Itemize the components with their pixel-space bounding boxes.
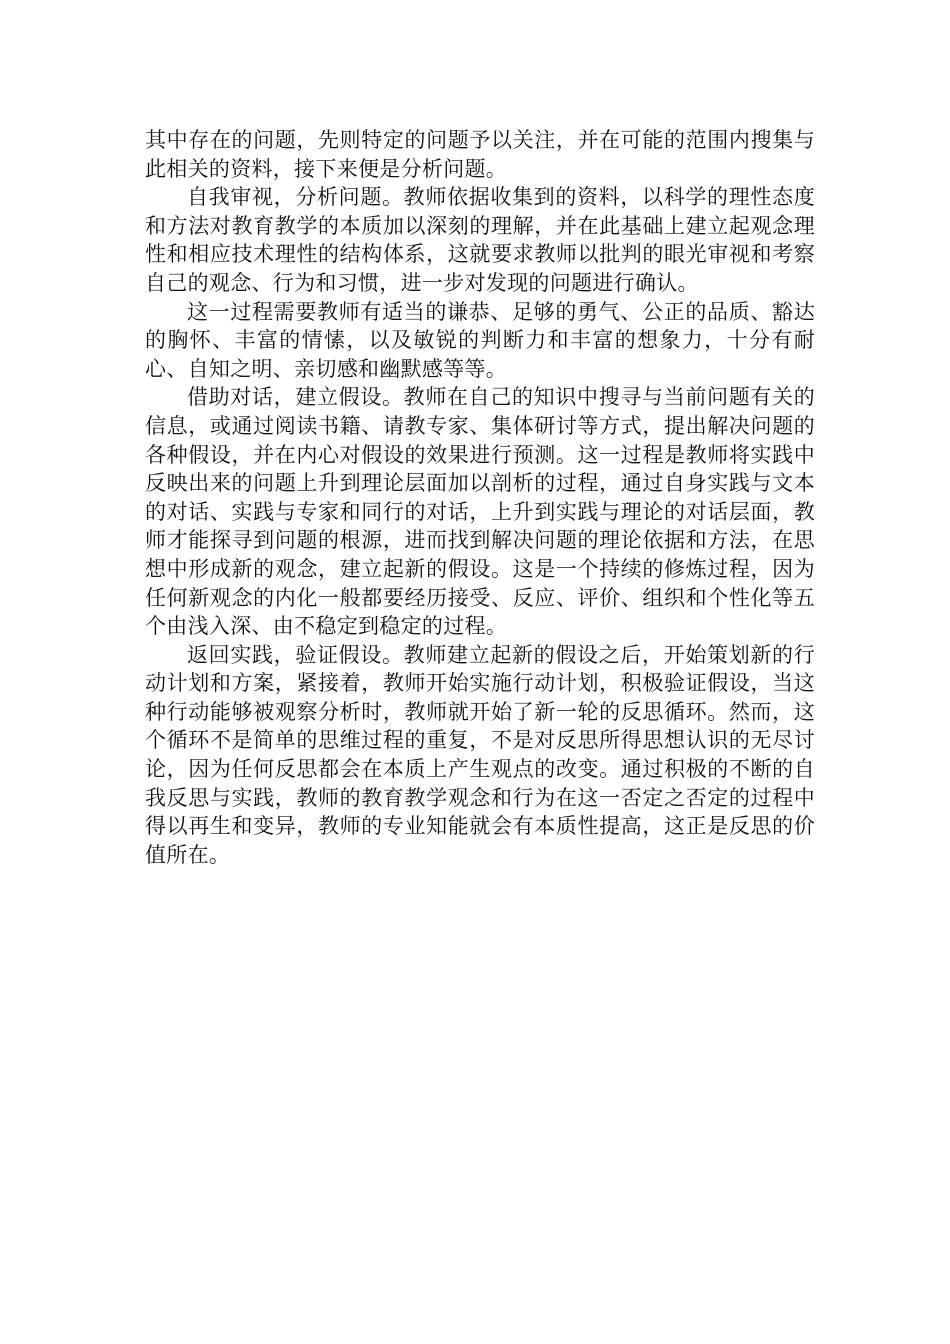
paragraph-continued: 其中存在的问题，先则特定的问题予以关注，并在可能的范围内搜集与此相关的资料，接下来便是分析问题。 bbox=[145, 128, 815, 181]
paragraph-self-examination: 自我审视，分析问题。教师依据收集到的资料，以科学的理性态度和方法对教育教学的本质加以深刻的理解，并在此基础上建立起观念理性和相应技术理性的结构体系，这就要求教师以批判的眼光审视和考察自己的观念、行为和习惯，进一步对发现的问题进行确认。 bbox=[145, 185, 815, 295]
paragraph-process-qualities: 这一过程需要教师有适当的谦恭、足够的勇气、公正的品质、豁达的胸怀、丰富的情愫，以及敏锐的判断力和丰富的想象力，十分有耐心、自知之明、亲切感和幽默感等等。 bbox=[145, 299, 815, 381]
paragraph-dialogue-hypothesis: 借助对话，建立假设。教师在自己的知识中搜寻与当前问题有关的信息，或通过阅读书籍、请教专家、集体研讨等方式，提出解决问题的各种假设，并在内心对假设的效果进行预测。这一过程是教师将实践中反映出来的问题上升到理论层面加以剖析的过程，通过自身实践与文本的对话、实践与专家和同行的对话，上升到实践与理论的对话层面，教师才能探寻到问题的根源，进而找到解决问题的理论依据和方法，在思想中形成新的观念，建立起新的假设。这是一个持续的修炼过程，因为任何新观念的内化一般都要经历接受、反应、评价、组织和个性化等五个由浅入深、由不稳定到稳定的过程。 bbox=[145, 385, 815, 639]
document-body bbox=[145, 126, 815, 869]
paragraph-return-practice: 返回实践，验证假设。教师建立起新的假设之后，开始策划新的行动计划和方案，紧接着，教师开始实施行动计划，积极验证假设，当这种行动能够被观察分析时，教师就开始了新一轮的反思循环。然而，这个循环不是简单的思维过程的重复，不是对反思所得思想认识的无尽讨论，因为任何反思都会在本质上产生观点的改变。通过积极的不断的自我反思与实践，教师的教育教学观念和行为在这一否定之否定的过程中得以再生和变异，教师的专业知能就会有本质性提高，这正是反思的价值所在。 bbox=[145, 642, 815, 867]
